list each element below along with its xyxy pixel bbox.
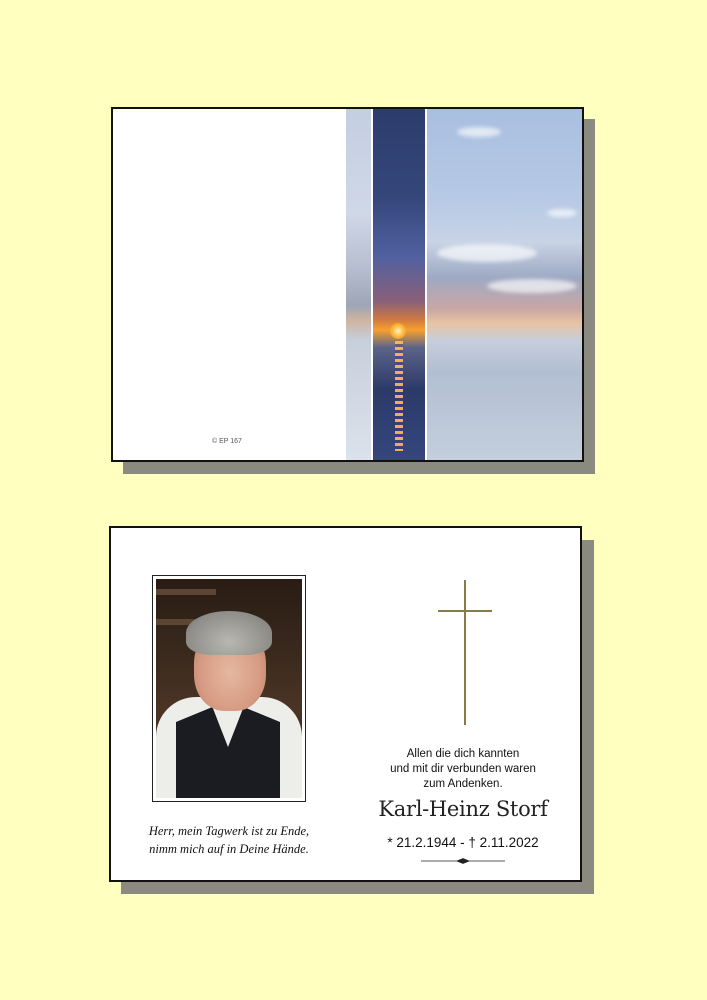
- sea-sky-strip-right: [427, 109, 584, 460]
- ornament-divider-icon: [421, 858, 505, 864]
- remembrance-line: zum Andenken.: [423, 778, 503, 790]
- cross-icon-bar: [438, 610, 492, 612]
- cloud-image: [437, 244, 537, 262]
- front-card: [111, 107, 584, 462]
- portrait-photo: [156, 579, 302, 798]
- verse-line: nimm mich auf in Deine Hände.: [149, 842, 309, 856]
- sun-reflection-image: [395, 341, 403, 451]
- cloud-image: [457, 127, 501, 137]
- deceased-name: Karl-Heinz Storf: [378, 797, 548, 821]
- remembrance-text: [363, 747, 563, 792]
- remembrance-line: und mit dir verbunden waren: [390, 763, 536, 775]
- cloud-image: [487, 279, 577, 293]
- hair-image: [186, 611, 272, 655]
- portrait-frame: [152, 575, 306, 802]
- shelf-image: [156, 589, 216, 595]
- verse-text: [121, 822, 337, 858]
- copyright-note: © EP 167: [212, 438, 242, 445]
- sun-image: [390, 323, 406, 339]
- life-dates: * 21.2.1944 - † 2.11.2022: [387, 835, 539, 850]
- cross-icon: [464, 580, 466, 725]
- sky-strip-left: [346, 109, 371, 460]
- inside-card: [109, 526, 582, 882]
- verse-line: Herr, mein Tagwerk ist zu Ende,: [148, 824, 310, 838]
- cloud-image: [547, 209, 577, 217]
- remembrance-line: Allen die dich kannten: [406, 748, 520, 760]
